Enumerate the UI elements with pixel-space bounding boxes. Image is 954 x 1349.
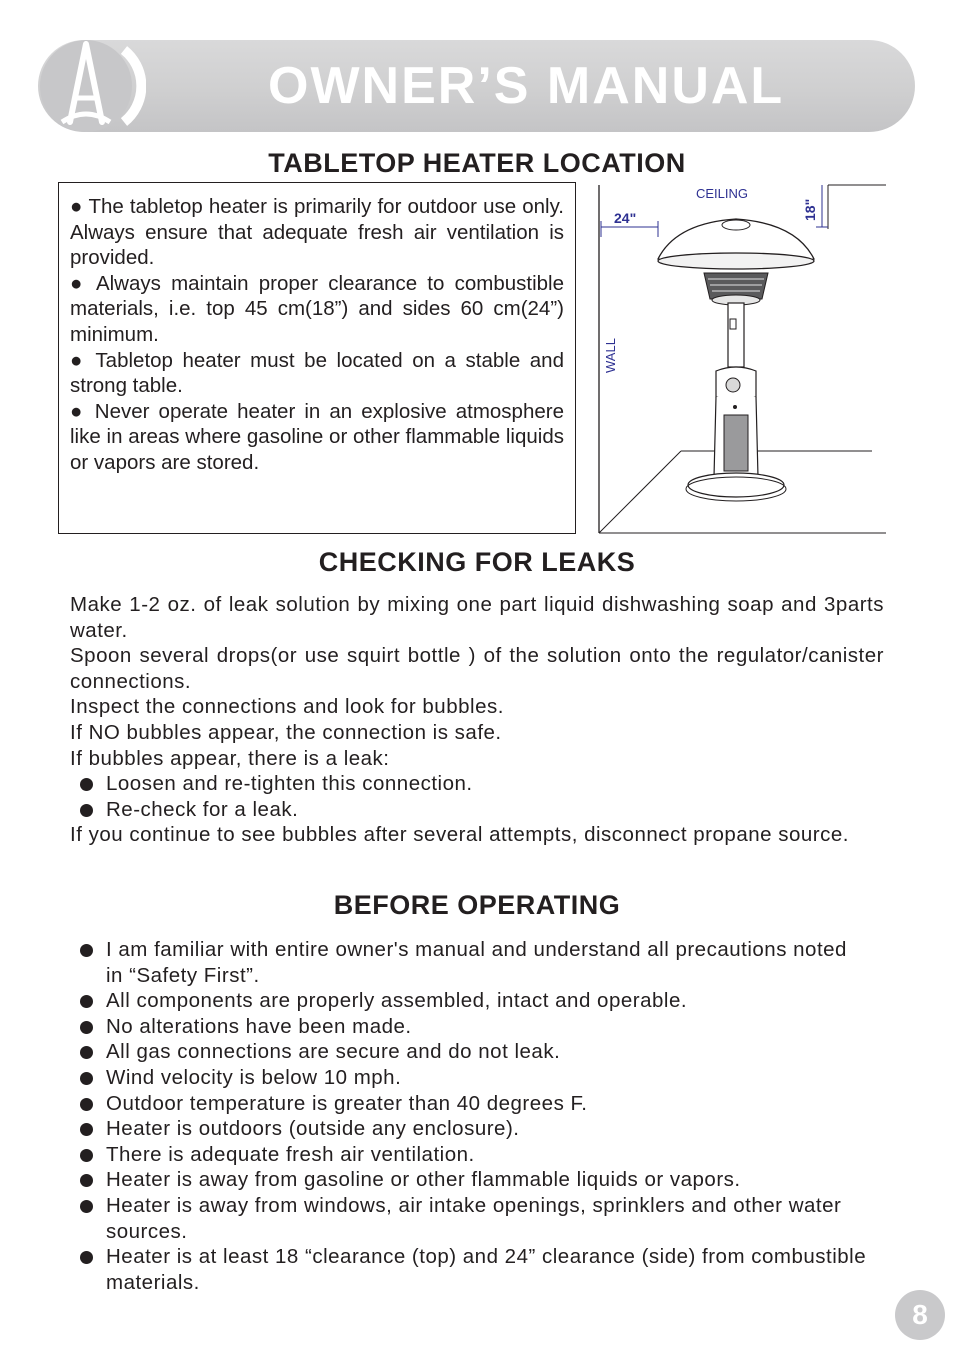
tower-logo-icon: [36, 36, 146, 136]
page-title: OWNER’S MANUAL: [268, 57, 785, 115]
bullet-dot-icon: [80, 944, 93, 957]
location-item: ● Always maintain proper clearance to combustible materials, i.e. top 45 cm(18”) and sides 60 cm(24”) minimum.: [70, 271, 564, 346]
checklist-item: [70, 1142, 870, 1168]
checklist-item-text: All components are properly assembled, intact and operable.: [106, 989, 688, 1013]
checklist-item: [70, 1244, 870, 1295]
checklist-item: [70, 1065, 870, 1091]
ceiling-label: CEILING: [696, 186, 749, 201]
leaks-section: [70, 592, 884, 848]
heater-clearance-figure: [596, 183, 886, 535]
checklist-item-text: Heater is away from gasoline or other flammable liquids or vapors.: [106, 1168, 741, 1192]
checklist-item-text: Wind velocity is below 10 mph.: [106, 1065, 402, 1089]
leaks-line: Make 1-2 oz. of leak solution by mixing one part liquid dishwashing soap and 3parts water.: [70, 593, 884, 642]
leaks-bullet: [70, 771, 884, 797]
checklist-item: [70, 1039, 870, 1065]
checklist-item-text: Heater is at least 18 “clearance (top) and 24” clearance (side) from combustible materials.: [106, 1245, 867, 1294]
leaks-line: Spoon several drops(or use squirt bottle ) of the solution onto the regulator/canister connections.: [70, 644, 884, 693]
checklist-item-text: I am familiar with entire owner's manual and understand all precautions noted in “Safety First”.: [106, 938, 847, 987]
section-heading-leaks: CHECKING FOR LEAKS: [318, 547, 636, 577]
checklist-item: [70, 937, 870, 988]
section-heading-location: TABLETOP HEATER LOCATION: [268, 148, 686, 178]
checklist-item-text: Heater is outdoors (outside any enclosure).: [106, 1117, 520, 1141]
checklist-item: [70, 1014, 870, 1040]
bullet-dot-icon: [80, 995, 93, 1008]
location-item: ● The tabletop heater is primarily for outdoor use only. Always ensure that adequate fresh air ventilation is provided.: [70, 195, 564, 270]
checklist-item-text: All gas connections are secure and do not leak.: [106, 1040, 561, 1064]
checklist-item-text: No alterations have been made.: [106, 1014, 412, 1038]
checklist-item-text: There is adequate fresh air ventilation.: [106, 1142, 475, 1166]
leaks-bullet-text: Loosen and re-tighten this connection.: [106, 772, 473, 796]
top-clearance-label: 18": [802, 198, 818, 221]
section-heading-operating: BEFORE OPERATING: [333, 890, 621, 920]
checklist-item: [70, 988, 870, 1014]
leaks-line: If bubbles appear, there is a leak:: [70, 746, 390, 770]
bullet-dot-icon: [80, 1251, 93, 1264]
operating-checklist: [70, 937, 870, 1295]
bullet-dot-icon: [80, 1149, 93, 1162]
wall-label: WALL: [603, 338, 618, 373]
checklist-item-text: Outdoor temperature is greater than 40 degrees F.: [106, 1091, 588, 1115]
leaks-closing: If you continue to see bubbles after several attempts, disconnect propane source.: [70, 823, 849, 847]
bullet-dot-icon: [80, 1021, 93, 1034]
side-clearance-label: 24": [614, 210, 637, 226]
bullet-dot-icon: [80, 1072, 93, 1085]
bullet-dot-icon: [80, 1200, 93, 1213]
checklist-item: [70, 1091, 870, 1117]
location-item: ● Never operate heater in an explosive atmosphere like in areas where gasoline or other flammable liquids or vapors are stored.: [70, 399, 564, 474]
leaks-line: Inspect the connections and look for bubbles.: [70, 695, 504, 719]
leaks-line: If NO bubbles appear, the connection is safe.: [70, 720, 502, 744]
bullet-dot-icon: [80, 1174, 93, 1187]
bullet-dot-icon: [80, 804, 93, 817]
bullet-dot-icon: [80, 778, 93, 791]
bullet-dot-icon: [80, 1046, 93, 1059]
leaks-bullet-text: Re-check for a leak.: [106, 797, 299, 821]
checklist-item: [70, 1116, 870, 1142]
leaks-bullet: [70, 797, 884, 823]
bullet-dot-icon: [80, 1123, 93, 1136]
checklist-item-text: Heater is away from windows, air intake openings, sprinklers and other water sources.: [106, 1193, 842, 1243]
location-item: ● Tabletop heater must be located on a stable and strong table.: [70, 348, 564, 398]
location-textbox: [58, 182, 576, 534]
checklist-item: [70, 1193, 870, 1244]
bullet-dot-icon: [80, 1098, 93, 1111]
checklist-item: [70, 1167, 870, 1193]
page-number-badge: 8: [895, 1290, 945, 1340]
